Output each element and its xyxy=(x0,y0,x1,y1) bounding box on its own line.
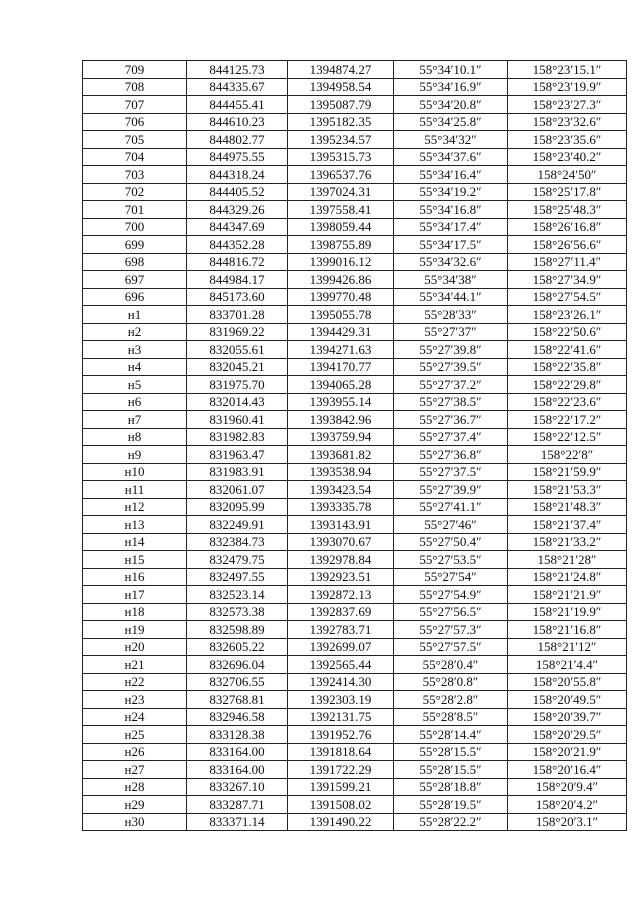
latitude-cell: 55°27′39.5″ xyxy=(394,358,508,376)
longitude-cell: 158°20′29.5″ xyxy=(508,726,627,744)
y-coordinate-cell: 1394271.63 xyxy=(288,341,394,359)
point-number-cell: 707 xyxy=(83,96,187,114)
latitude-cell: 55°28′15.5″ xyxy=(394,743,508,761)
x-coordinate-cell: 833164.00 xyxy=(187,743,288,761)
y-coordinate-cell: 1395234.57 xyxy=(288,131,394,149)
point-number-cell: н11 xyxy=(83,481,187,499)
x-coordinate-cell: 833267.10 xyxy=(187,778,288,796)
longitude-cell: 158°21′21.9″ xyxy=(508,586,627,604)
longitude-cell: 158°23′15.1″ xyxy=(508,61,627,79)
y-coordinate-cell: 1394065.28 xyxy=(288,376,394,394)
latitude-cell: 55°34′16.8″ xyxy=(394,201,508,219)
point-number-cell: 705 xyxy=(83,131,187,149)
x-coordinate-cell: 831982.83 xyxy=(187,428,288,446)
longitude-cell: 158°27′54.5″ xyxy=(508,288,627,306)
point-number-cell: 703 xyxy=(83,166,187,184)
latitude-cell: 55°34′17.5″ xyxy=(394,236,508,254)
latitude-cell: 55°27′54″ xyxy=(394,568,508,586)
x-coordinate-cell: 832384.73 xyxy=(187,533,288,551)
y-coordinate-cell: 1392783.71 xyxy=(288,621,394,639)
longitude-cell: 158°23′27.3″ xyxy=(508,96,627,114)
longitude-cell: 158°21′48.3″ xyxy=(508,498,627,516)
x-coordinate-cell: 831969.22 xyxy=(187,323,288,341)
point-number-cell: н27 xyxy=(83,761,187,779)
latitude-cell: 55°28′0.4″ xyxy=(394,656,508,674)
point-number-cell: н23 xyxy=(83,691,187,709)
latitude-cell: 55°34′32″ xyxy=(394,131,508,149)
point-number-cell: н6 xyxy=(83,393,187,411)
longitude-cell: 158°22′12.5″ xyxy=(508,428,627,446)
table-row xyxy=(83,761,627,779)
x-coordinate-cell: 831963.47 xyxy=(187,446,288,464)
table-row xyxy=(83,323,627,341)
table-row xyxy=(83,358,627,376)
latitude-cell: 55°34′37.6″ xyxy=(394,148,508,166)
y-coordinate-cell: 1394429.31 xyxy=(288,323,394,341)
x-coordinate-cell: 832768.81 xyxy=(187,691,288,709)
point-number-cell: 704 xyxy=(83,148,187,166)
latitude-cell: 55°28′14.4″ xyxy=(394,726,508,744)
latitude-cell: 55°34′10.1″ xyxy=(394,61,508,79)
x-coordinate-cell: 844329.26 xyxy=(187,201,288,219)
longitude-cell: 158°20′16.4″ xyxy=(508,761,627,779)
y-coordinate-cell: 1398755.89 xyxy=(288,236,394,254)
table-row xyxy=(83,603,627,621)
table-row xyxy=(83,166,627,184)
y-coordinate-cell: 1392837.69 xyxy=(288,603,394,621)
latitude-cell: 55°27′39.8″ xyxy=(394,341,508,359)
longitude-cell: 158°20′4.2″ xyxy=(508,796,627,814)
point-number-cell: 700 xyxy=(83,218,187,236)
point-number-cell: н18 xyxy=(83,603,187,621)
y-coordinate-cell: 1392131.75 xyxy=(288,708,394,726)
point-number-cell: н5 xyxy=(83,376,187,394)
coordinates-table-body xyxy=(83,61,627,831)
table-row xyxy=(83,393,627,411)
latitude-cell: 55°28′8.5″ xyxy=(394,708,508,726)
table-row xyxy=(83,586,627,604)
point-number-cell: н26 xyxy=(83,743,187,761)
x-coordinate-cell: 844405.52 xyxy=(187,183,288,201)
longitude-cell: 158°22′29.8″ xyxy=(508,376,627,394)
table-row xyxy=(83,271,627,289)
longitude-cell: 158°24′50″ xyxy=(508,166,627,184)
y-coordinate-cell: 1399770.48 xyxy=(288,288,394,306)
x-coordinate-cell: 832573.38 xyxy=(187,603,288,621)
latitude-cell: 55°27′41.1″ xyxy=(394,498,508,516)
y-coordinate-cell: 1394170.77 xyxy=(288,358,394,376)
table-row xyxy=(83,201,627,219)
latitude-cell: 55°27′39.9″ xyxy=(394,481,508,499)
longitude-cell: 158°20′39.7″ xyxy=(508,708,627,726)
x-coordinate-cell: 844975.55 xyxy=(187,148,288,166)
table-row xyxy=(83,96,627,114)
y-coordinate-cell: 1392414.30 xyxy=(288,673,394,691)
y-coordinate-cell: 1391952.76 xyxy=(288,726,394,744)
x-coordinate-cell: 844335.67 xyxy=(187,78,288,96)
table-row xyxy=(83,183,627,201)
table-row xyxy=(83,533,627,551)
x-coordinate-cell: 832706.55 xyxy=(187,673,288,691)
y-coordinate-cell: 1392565.44 xyxy=(288,656,394,674)
point-number-cell: 708 xyxy=(83,78,187,96)
table-row xyxy=(83,516,627,534)
latitude-cell: 55°27′36.7″ xyxy=(394,411,508,429)
y-coordinate-cell: 1392923.51 xyxy=(288,568,394,586)
x-coordinate-cell: 832061.07 xyxy=(187,481,288,499)
point-number-cell: 698 xyxy=(83,253,187,271)
x-coordinate-cell: 833701.28 xyxy=(187,306,288,324)
point-number-cell: н1 xyxy=(83,306,187,324)
longitude-cell: 158°26′56.6″ xyxy=(508,236,627,254)
y-coordinate-cell: 1397558.41 xyxy=(288,201,394,219)
table-row xyxy=(83,568,627,586)
x-coordinate-cell: 844347.69 xyxy=(187,218,288,236)
latitude-cell: 55°28′33″ xyxy=(394,306,508,324)
longitude-cell: 158°20′49.5″ xyxy=(508,691,627,709)
longitude-cell: 158°21′24.8″ xyxy=(508,568,627,586)
point-number-cell: н14 xyxy=(83,533,187,551)
latitude-cell: 55°27′50.4″ xyxy=(394,533,508,551)
y-coordinate-cell: 1395315.73 xyxy=(288,148,394,166)
table-row xyxy=(83,551,627,569)
latitude-cell: 55°28′19.5″ xyxy=(394,796,508,814)
latitude-cell: 55°34′20.8″ xyxy=(394,96,508,114)
y-coordinate-cell: 1398059.44 xyxy=(288,218,394,236)
point-number-cell: н19 xyxy=(83,621,187,639)
longitude-cell: 158°27′11.4″ xyxy=(508,253,627,271)
y-coordinate-cell: 1394874.27 xyxy=(288,61,394,79)
longitude-cell: 158°21′33.2″ xyxy=(508,533,627,551)
longitude-cell: 158°22′17.2″ xyxy=(508,411,627,429)
latitude-cell: 55°27′37.2″ xyxy=(394,376,508,394)
x-coordinate-cell: 832605.22 xyxy=(187,638,288,656)
latitude-cell: 55°28′0.8″ xyxy=(394,673,508,691)
x-coordinate-cell: 832497.55 xyxy=(187,568,288,586)
table-row xyxy=(83,708,627,726)
y-coordinate-cell: 1395182.35 xyxy=(288,113,394,131)
x-coordinate-cell: 844318.24 xyxy=(187,166,288,184)
y-coordinate-cell: 1399016.12 xyxy=(288,253,394,271)
latitude-cell: 55°34′19.2″ xyxy=(394,183,508,201)
latitude-cell: 55°27′37.4″ xyxy=(394,428,508,446)
table-row xyxy=(83,656,627,674)
point-number-cell: н29 xyxy=(83,796,187,814)
y-coordinate-cell: 1393335.78 xyxy=(288,498,394,516)
x-coordinate-cell: 832045.21 xyxy=(187,358,288,376)
table-row xyxy=(83,446,627,464)
longitude-cell: 158°22′50.6″ xyxy=(508,323,627,341)
latitude-cell: 55°27′57.5″ xyxy=(394,638,508,656)
point-number-cell: н3 xyxy=(83,341,187,359)
x-coordinate-cell: 832014.43 xyxy=(187,393,288,411)
table-row xyxy=(83,253,627,271)
point-number-cell: н21 xyxy=(83,656,187,674)
point-number-cell: н2 xyxy=(83,323,187,341)
table-row xyxy=(83,691,627,709)
table-row xyxy=(83,673,627,691)
x-coordinate-cell: 831960.41 xyxy=(187,411,288,429)
point-number-cell: н8 xyxy=(83,428,187,446)
latitude-cell: 55°34′44.1″ xyxy=(394,288,508,306)
point-number-cell: н4 xyxy=(83,358,187,376)
y-coordinate-cell: 1393070.67 xyxy=(288,533,394,551)
table-row xyxy=(83,813,627,831)
point-number-cell: 709 xyxy=(83,61,187,79)
point-number-cell: н28 xyxy=(83,778,187,796)
point-number-cell: 706 xyxy=(83,113,187,131)
table-row xyxy=(83,288,627,306)
table-row xyxy=(83,621,627,639)
x-coordinate-cell: 831975.70 xyxy=(187,376,288,394)
table-row xyxy=(83,341,627,359)
x-coordinate-cell: 832479.75 xyxy=(187,551,288,569)
longitude-cell: 158°22′41.6″ xyxy=(508,341,627,359)
latitude-cell: 55°27′57.3″ xyxy=(394,621,508,639)
x-coordinate-cell: 833128.38 xyxy=(187,726,288,744)
longitude-cell: 158°23′40.2″ xyxy=(508,148,627,166)
x-coordinate-cell: 833371.14 xyxy=(187,813,288,831)
x-coordinate-cell: 844610.23 xyxy=(187,113,288,131)
table-row xyxy=(83,78,627,96)
longitude-cell: 158°25′17.8″ xyxy=(508,183,627,201)
longitude-cell: 158°20′3.1″ xyxy=(508,813,627,831)
latitude-cell: 55°28′15.5″ xyxy=(394,761,508,779)
longitude-cell: 158°21′37.4″ xyxy=(508,516,627,534)
y-coordinate-cell: 1395087.79 xyxy=(288,96,394,114)
x-coordinate-cell: 832946.58 xyxy=(187,708,288,726)
latitude-cell: 55°27′37″ xyxy=(394,323,508,341)
x-coordinate-cell: 832249.91 xyxy=(187,516,288,534)
longitude-cell: 158°27′34.9″ xyxy=(508,271,627,289)
x-coordinate-cell: 844455.41 xyxy=(187,96,288,114)
latitude-cell: 55°27′36.8″ xyxy=(394,446,508,464)
latitude-cell: 55°27′54.9″ xyxy=(394,586,508,604)
longitude-cell: 158°21′53.3″ xyxy=(508,481,627,499)
y-coordinate-cell: 1391508.02 xyxy=(288,796,394,814)
y-coordinate-cell: 1393759.94 xyxy=(288,428,394,446)
y-coordinate-cell: 1392303.19 xyxy=(288,691,394,709)
longitude-cell: 158°21′19.9″ xyxy=(508,603,627,621)
point-number-cell: н25 xyxy=(83,726,187,744)
table-row xyxy=(83,113,627,131)
point-number-cell: 699 xyxy=(83,236,187,254)
point-number-cell: н24 xyxy=(83,708,187,726)
longitude-cell: 158°23′26.1″ xyxy=(508,306,627,324)
x-coordinate-cell: 844125.73 xyxy=(187,61,288,79)
table-row xyxy=(83,236,627,254)
table-row xyxy=(83,306,627,324)
coordinates-table xyxy=(82,60,627,831)
latitude-cell: 55°27′46″ xyxy=(394,516,508,534)
point-number-cell: 702 xyxy=(83,183,187,201)
y-coordinate-cell: 1393681.82 xyxy=(288,446,394,464)
point-number-cell: н10 xyxy=(83,463,187,481)
latitude-cell: 55°34′16.9″ xyxy=(394,78,508,96)
latitude-cell: 55°27′53.5″ xyxy=(394,551,508,569)
y-coordinate-cell: 1393842.96 xyxy=(288,411,394,429)
x-coordinate-cell: 831983.91 xyxy=(187,463,288,481)
x-coordinate-cell: 844352.28 xyxy=(187,236,288,254)
x-coordinate-cell: 845173.60 xyxy=(187,288,288,306)
y-coordinate-cell: 1393955.14 xyxy=(288,393,394,411)
table-row xyxy=(83,428,627,446)
latitude-cell: 55°34′32.6″ xyxy=(394,253,508,271)
x-coordinate-cell: 832055.61 xyxy=(187,341,288,359)
y-coordinate-cell: 1392699.07 xyxy=(288,638,394,656)
latitude-cell: 55°27′37.5″ xyxy=(394,463,508,481)
y-coordinate-cell: 1393143.91 xyxy=(288,516,394,534)
longitude-cell: 158°21′28″ xyxy=(508,551,627,569)
table-row xyxy=(83,743,627,761)
table-row xyxy=(83,481,627,499)
longitude-cell: 158°25′48.3″ xyxy=(508,201,627,219)
point-number-cell: н30 xyxy=(83,813,187,831)
longitude-cell: 158°23′19.9″ xyxy=(508,78,627,96)
x-coordinate-cell: 832696.04 xyxy=(187,656,288,674)
longitude-cell: 158°22′35.8″ xyxy=(508,358,627,376)
x-coordinate-cell: 833164.00 xyxy=(187,761,288,779)
y-coordinate-cell: 1393538.94 xyxy=(288,463,394,481)
point-number-cell: н9 xyxy=(83,446,187,464)
longitude-cell: 158°21′12″ xyxy=(508,638,627,656)
point-number-cell: 696 xyxy=(83,288,187,306)
table-row xyxy=(83,796,627,814)
table-row xyxy=(83,498,627,516)
point-number-cell: н12 xyxy=(83,498,187,516)
longitude-cell: 158°22′8″ xyxy=(508,446,627,464)
longitude-cell: 158°26′16.8″ xyxy=(508,218,627,236)
x-coordinate-cell: 832523.14 xyxy=(187,586,288,604)
longitude-cell: 158°21′16.8″ xyxy=(508,621,627,639)
table-row xyxy=(83,61,627,79)
longitude-cell: 158°23′32.6″ xyxy=(508,113,627,131)
point-number-cell: н17 xyxy=(83,586,187,604)
y-coordinate-cell: 1391599.21 xyxy=(288,778,394,796)
latitude-cell: 55°34′38″ xyxy=(394,271,508,289)
table-row xyxy=(83,726,627,744)
table-row xyxy=(83,638,627,656)
table-row xyxy=(83,376,627,394)
point-number-cell: н20 xyxy=(83,638,187,656)
x-coordinate-cell: 844984.17 xyxy=(187,271,288,289)
latitude-cell: 55°28′18.8″ xyxy=(394,778,508,796)
longitude-cell: 158°23′35.6″ xyxy=(508,131,627,149)
y-coordinate-cell: 1392978.84 xyxy=(288,551,394,569)
table-row xyxy=(83,411,627,429)
point-number-cell: 697 xyxy=(83,271,187,289)
latitude-cell: 55°34′17.4″ xyxy=(394,218,508,236)
latitude-cell: 55°27′38.5″ xyxy=(394,393,508,411)
table-row xyxy=(83,148,627,166)
table-row xyxy=(83,131,627,149)
point-number-cell: 701 xyxy=(83,201,187,219)
y-coordinate-cell: 1394958.54 xyxy=(288,78,394,96)
table-row xyxy=(83,778,627,796)
table-row xyxy=(83,463,627,481)
latitude-cell: 55°34′25.8″ xyxy=(394,113,508,131)
x-coordinate-cell: 844802.77 xyxy=(187,131,288,149)
point-number-cell: н7 xyxy=(83,411,187,429)
latitude-cell: 55°28′22.2″ xyxy=(394,813,508,831)
y-coordinate-cell: 1391818.64 xyxy=(288,743,394,761)
longitude-cell: 158°20′9.4″ xyxy=(508,778,627,796)
y-coordinate-cell: 1391722.29 xyxy=(288,761,394,779)
x-coordinate-cell: 832598.89 xyxy=(187,621,288,639)
point-number-cell: н13 xyxy=(83,516,187,534)
y-coordinate-cell: 1392872.13 xyxy=(288,586,394,604)
x-coordinate-cell: 844816.72 xyxy=(187,253,288,271)
point-number-cell: н16 xyxy=(83,568,187,586)
y-coordinate-cell: 1396537.76 xyxy=(288,166,394,184)
table-row xyxy=(83,218,627,236)
latitude-cell: 55°34′16.4″ xyxy=(394,166,508,184)
latitude-cell: 55°27′56.5″ xyxy=(394,603,508,621)
point-number-cell: н15 xyxy=(83,551,187,569)
point-number-cell: н22 xyxy=(83,673,187,691)
longitude-cell: 158°20′55.8″ xyxy=(508,673,627,691)
y-coordinate-cell: 1397024.31 xyxy=(288,183,394,201)
y-coordinate-cell: 1391490.22 xyxy=(288,813,394,831)
latitude-cell: 55°28′2.8″ xyxy=(394,691,508,709)
y-coordinate-cell: 1399426.86 xyxy=(288,271,394,289)
y-coordinate-cell: 1393423.54 xyxy=(288,481,394,499)
y-coordinate-cell: 1395055.78 xyxy=(288,306,394,324)
x-coordinate-cell: 833287.71 xyxy=(187,796,288,814)
x-coordinate-cell: 832095.99 xyxy=(187,498,288,516)
longitude-cell: 158°20′21.9″ xyxy=(508,743,627,761)
longitude-cell: 158°22′23.6″ xyxy=(508,393,627,411)
longitude-cell: 158°21′4.4″ xyxy=(508,656,627,674)
longitude-cell: 158°21′59.9″ xyxy=(508,463,627,481)
